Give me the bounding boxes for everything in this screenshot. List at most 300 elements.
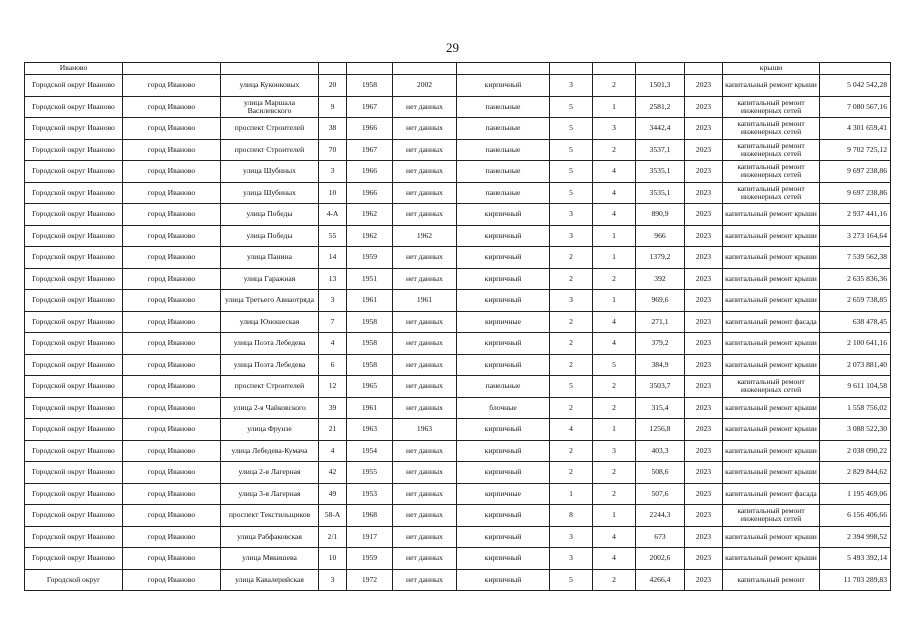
cell-area: 1256,8 xyxy=(636,419,685,441)
cell-entrances: 1 xyxy=(593,290,636,312)
cell-city: город Иваново xyxy=(123,526,221,548)
table-row xyxy=(25,419,891,441)
cell-house: 10 xyxy=(319,182,347,204)
cell-year: 2023 xyxy=(685,182,723,204)
cell-year: 2023 xyxy=(685,161,723,183)
cell-house: 6 xyxy=(319,354,347,376)
cell-street xyxy=(221,63,319,75)
cell-district: Городской округ Иваново xyxy=(25,440,123,462)
cell-year: 2023 xyxy=(685,483,723,505)
cell-house: 3 xyxy=(319,161,347,183)
table-row xyxy=(25,397,891,419)
cell-walls: панельные xyxy=(457,96,550,118)
cell-built: 1958 xyxy=(347,75,393,97)
cell-built: 1955 xyxy=(347,462,393,484)
cell-house: 38 xyxy=(319,118,347,140)
table-row xyxy=(25,376,891,398)
cell-city: город Иваново xyxy=(123,118,221,140)
cell-city: город Иваново xyxy=(123,505,221,527)
cell-district: Городской округ Иваново xyxy=(25,204,123,226)
cell-floors: 2 xyxy=(550,268,593,290)
cell-built: 1963 xyxy=(347,419,393,441)
cell-renovated: 2002 xyxy=(393,75,457,97)
cell-area: 3537,1 xyxy=(636,139,685,161)
cell-walls: панельные xyxy=(457,161,550,183)
cell-floors: 2 xyxy=(550,440,593,462)
table-row xyxy=(25,139,891,161)
cell-city: город Иваново xyxy=(123,161,221,183)
cell-walls: панельные xyxy=(457,118,550,140)
cell-year: 2023 xyxy=(685,311,723,333)
cell-renovated xyxy=(393,63,457,75)
cell-city: город Иваново xyxy=(123,182,221,204)
cell-city: город Иваново xyxy=(123,204,221,226)
cell-area: 2244,3 xyxy=(636,505,685,527)
cell-street: улица Юношеская xyxy=(221,311,319,333)
cell-entrances: 1 xyxy=(593,419,636,441)
cell-city: город Иваново xyxy=(123,462,221,484)
cell-renovated: нет данных xyxy=(393,569,457,591)
cell-street: улица Фрунзе xyxy=(221,419,319,441)
cell-cost: 9 611 104,58 xyxy=(820,376,891,398)
cell-work: капитальный ремонт крыши xyxy=(723,290,820,312)
cell-floors: 3 xyxy=(550,548,593,570)
cell-house: 7 xyxy=(319,311,347,333)
cell-area: 379,2 xyxy=(636,333,685,355)
cell-district: Городской округ Иваново xyxy=(25,376,123,398)
cell-district: Городской округ Иваново xyxy=(25,311,123,333)
cell-floors: 2 xyxy=(550,333,593,355)
cell-built: 1958 xyxy=(347,354,393,376)
cell-walls: кирпичный xyxy=(457,204,550,226)
cell-cost: 2 073 881,40 xyxy=(820,354,891,376)
cell-year: 2023 xyxy=(685,118,723,140)
cell-floors: 3 xyxy=(550,290,593,312)
cell-area xyxy=(636,63,685,75)
cell-renovated: нет данных xyxy=(393,139,457,161)
cell-cost: 4 301 659,41 xyxy=(820,118,891,140)
cell-floors: 2 xyxy=(550,247,593,269)
cell-year: 2023 xyxy=(685,397,723,419)
cell-work: капитальный ремонт инженерных сетей xyxy=(723,96,820,118)
cell-work: капитальный ремонт инженерных сетей xyxy=(723,161,820,183)
cell-cost: 2 829 844,62 xyxy=(820,462,891,484)
cell-city xyxy=(123,63,221,75)
cell-house: 4 xyxy=(319,333,347,355)
cell-entrances: 4 xyxy=(593,161,636,183)
cell-house: 2/1 xyxy=(319,526,347,548)
cell-house: 3 xyxy=(319,569,347,591)
cell-entrances: 1 xyxy=(593,225,636,247)
cell-street: проспект Строителей xyxy=(221,139,319,161)
cell-built: 1966 xyxy=(347,161,393,183)
cell-walls: кирпичный xyxy=(457,268,550,290)
cell-area: 315,4 xyxy=(636,397,685,419)
cell-work: капитальный ремонт крыши xyxy=(723,75,820,97)
cell-built: 1961 xyxy=(347,397,393,419)
cell-built: 1954 xyxy=(347,440,393,462)
cell-entrances: 4 xyxy=(593,526,636,548)
cell-street: улица Поэта Лебедева xyxy=(221,333,319,355)
cell-work: капитальный ремонт крыши xyxy=(723,268,820,290)
cell-street: улица Лебедева-Кумача xyxy=(221,440,319,462)
cell-year: 2023 xyxy=(685,505,723,527)
cell-walls: кирпичный xyxy=(457,548,550,570)
cell-walls xyxy=(457,63,550,75)
cell-walls: кирпичный xyxy=(457,225,550,247)
cell-area: 673 xyxy=(636,526,685,548)
cell-renovated: нет данных xyxy=(393,204,457,226)
cell-house: 49 xyxy=(319,483,347,505)
cell-house: 42 xyxy=(319,462,347,484)
cell-street: улица Третьего Авиаотряда xyxy=(221,290,319,312)
cell-walls: кирпичный xyxy=(457,440,550,462)
cell-city: город Иваново xyxy=(123,440,221,462)
cell-floors: 5 xyxy=(550,182,593,204)
cell-built: 1917 xyxy=(347,526,393,548)
cell-area: 2002,6 xyxy=(636,548,685,570)
table-row xyxy=(25,96,891,118)
cell-area: 4266,4 xyxy=(636,569,685,591)
cell-area: 1501,3 xyxy=(636,75,685,97)
cell-renovated: нет данных xyxy=(393,96,457,118)
cell-year: 2023 xyxy=(685,290,723,312)
cell-cost: 9 697 238,86 xyxy=(820,161,891,183)
cell-area: 403,3 xyxy=(636,440,685,462)
cell-renovated: нет данных xyxy=(393,462,457,484)
cell-year: 2023 xyxy=(685,462,723,484)
cell-district: Городской округ Иваново xyxy=(25,247,123,269)
cell-district: Городской округ Иваново xyxy=(25,354,123,376)
cell-work: капитальный ремонт крыши xyxy=(723,354,820,376)
cell-work: капитальный ремонт крыши xyxy=(723,225,820,247)
cell-year: 2023 xyxy=(685,548,723,570)
cell-walls: блочные xyxy=(457,397,550,419)
cell-renovated: нет данных xyxy=(393,505,457,527)
cell-floors: 5 xyxy=(550,161,593,183)
cell-house: 12 xyxy=(319,376,347,398)
cell-built: 1966 xyxy=(347,182,393,204)
cell-entrances: 4 xyxy=(593,333,636,355)
cell-built: 1958 xyxy=(347,311,393,333)
cell-renovated: нет данных xyxy=(393,268,457,290)
table-row xyxy=(25,182,891,204)
cell-district: Городской округ Иваново xyxy=(25,268,123,290)
cell-built: 1959 xyxy=(347,247,393,269)
cell-house: 20 xyxy=(319,75,347,97)
cell-built: 1951 xyxy=(347,268,393,290)
cell-floors: 2 xyxy=(550,311,593,333)
cell-street: проспект Строителей xyxy=(221,118,319,140)
cell-cost: 5 042 542,28 xyxy=(820,75,891,97)
cell-built: 1953 xyxy=(347,483,393,505)
cell-built: 1966 xyxy=(347,118,393,140)
cell-area: 969,6 xyxy=(636,290,685,312)
cell-district: Городской округ Иваново xyxy=(25,333,123,355)
cell-year: 2023 xyxy=(685,376,723,398)
cell-city: город Иваново xyxy=(123,96,221,118)
cell-street: улица 2-я Лагерная xyxy=(221,462,319,484)
cell-cost: 11 703 289,83 xyxy=(820,569,891,591)
cell-work: капитальный ремонт крыши xyxy=(723,247,820,269)
cell-city: город Иваново xyxy=(123,75,221,97)
cell-city: город Иваново xyxy=(123,483,221,505)
cell-year: 2023 xyxy=(685,333,723,355)
cell-district: Городской округ Иваново xyxy=(25,397,123,419)
cell-renovated: 1962 xyxy=(393,225,457,247)
cell-entrances: 1 xyxy=(593,247,636,269)
cell-cost: 9 702 725,12 xyxy=(820,139,891,161)
table-row xyxy=(25,569,891,591)
cell-district: Городской округ Иваново xyxy=(25,96,123,118)
cell-walls: кирпичный xyxy=(457,75,550,97)
cell-built: 1968 xyxy=(347,505,393,527)
cell-house: 14 xyxy=(319,247,347,269)
cell-walls: кирпичный xyxy=(457,354,550,376)
cell-city: город Иваново xyxy=(123,376,221,398)
cell-district: Городской округ Иваново xyxy=(25,290,123,312)
cell-work: капитальный ремонт фасада xyxy=(723,311,820,333)
cell-entrances: 2 xyxy=(593,376,636,398)
cell-district: Городской округ Иваново xyxy=(25,75,123,97)
cell-renovated: нет данных xyxy=(393,118,457,140)
cell-cost: 7 080 567,16 xyxy=(820,96,891,118)
cell-entrances: 2 xyxy=(593,483,636,505)
cell-city: город Иваново xyxy=(123,569,221,591)
cell-cost: 5 493 392,14 xyxy=(820,548,891,570)
cell-city: город Иваново xyxy=(123,333,221,355)
cell-entrances: 2 xyxy=(593,462,636,484)
cell-floors: 5 xyxy=(550,376,593,398)
cell-cost: 3 088 522,30 xyxy=(820,419,891,441)
cell-built: 1967 xyxy=(347,96,393,118)
cell-street: улица Панина xyxy=(221,247,319,269)
table-row-continuation xyxy=(25,63,891,75)
cell-year: 2023 xyxy=(685,526,723,548)
cell-house: 4-А xyxy=(319,204,347,226)
cell-floors: 5 xyxy=(550,139,593,161)
table-row xyxy=(25,483,891,505)
cell-area: 271,1 xyxy=(636,311,685,333)
cell-renovated: нет данных xyxy=(393,182,457,204)
table-row xyxy=(25,225,891,247)
cell-cost: 2 659 738,85 xyxy=(820,290,891,312)
cell-area: 1379,2 xyxy=(636,247,685,269)
table-row xyxy=(25,204,891,226)
cell-work: капитальный ремонт фасада xyxy=(723,483,820,505)
cell-walls: кирпичный xyxy=(457,247,550,269)
cell-work: капитальный ремонт инженерных сетей xyxy=(723,376,820,398)
cell-cost: 638 478,45 xyxy=(820,311,891,333)
cell-floors xyxy=(550,63,593,75)
cell-work: капитальный ремонт инженерных сетей xyxy=(723,182,820,204)
cell-year: 2023 xyxy=(685,440,723,462)
table-row xyxy=(25,462,891,484)
cell-district: Городской округ Иваново xyxy=(25,526,123,548)
cell-district: Городской округ Иваново xyxy=(25,419,123,441)
cell-city: город Иваново xyxy=(123,139,221,161)
cell-walls: кирпичный xyxy=(457,419,550,441)
cell-street: улица Гаражная xyxy=(221,268,319,290)
cell-built: 1959 xyxy=(347,548,393,570)
cell-street: улица Победы xyxy=(221,225,319,247)
cell-walls: кирпичный xyxy=(457,526,550,548)
cell-year xyxy=(685,63,723,75)
cell-cost: 2 100 641,16 xyxy=(820,333,891,355)
cell-renovated: 1961 xyxy=(393,290,457,312)
cell-work: капитальный ремонт крыши xyxy=(723,333,820,355)
cell-entrances: 2 xyxy=(593,397,636,419)
cell-walls: кирпичный xyxy=(457,462,550,484)
cell-house: 4 xyxy=(319,440,347,462)
cell-street: проспект Текстильщиков xyxy=(221,505,319,527)
cell-built: 1961 xyxy=(347,290,393,312)
cell-city: город Иваново xyxy=(123,247,221,269)
cell-entrances: 2 xyxy=(593,139,636,161)
cell-house: 39 xyxy=(319,397,347,419)
cell-house: 10 xyxy=(319,548,347,570)
cell-work: капитальный ремонт крыши xyxy=(723,440,820,462)
cell-renovated: нет данных xyxy=(393,311,457,333)
cell-city: город Иваново xyxy=(123,290,221,312)
cell-built: 1958 xyxy=(347,333,393,355)
cell-year: 2023 xyxy=(685,268,723,290)
cell-floors: 3 xyxy=(550,75,593,97)
registry-body xyxy=(25,63,891,591)
cell-area: 507,6 xyxy=(636,483,685,505)
cell-street: улица Маршала Василевского xyxy=(221,96,319,118)
cell-street: проспект Строителей xyxy=(221,376,319,398)
cell-year: 2023 xyxy=(685,75,723,97)
cell-work: капитальный ремонт крыши xyxy=(723,526,820,548)
cell-entrances xyxy=(593,63,636,75)
cell-renovated: 1963 xyxy=(393,419,457,441)
cell-entrances: 1 xyxy=(593,505,636,527)
table-row xyxy=(25,247,891,269)
cell-cost: 1 558 756,02 xyxy=(820,397,891,419)
cell-area: 966 xyxy=(636,225,685,247)
cell-entrances: 4 xyxy=(593,204,636,226)
cell-district: Городской округ xyxy=(25,569,123,591)
cell-area: 508,6 xyxy=(636,462,685,484)
cell-cost: 7 539 562,38 xyxy=(820,247,891,269)
cell-city: город Иваново xyxy=(123,397,221,419)
housing-registry-table xyxy=(24,62,891,591)
cell-district: Городской округ Иваново xyxy=(25,225,123,247)
cell-work: капитальный ремонт крыши xyxy=(723,548,820,570)
cell-built xyxy=(347,63,393,75)
cell-year: 2023 xyxy=(685,96,723,118)
table-row xyxy=(25,161,891,183)
cell-street: улица Кавалерийская xyxy=(221,569,319,591)
cell-floors: 8 xyxy=(550,505,593,527)
cell-work: капитальный ремонт крыши xyxy=(723,397,820,419)
cell-built: 1967 xyxy=(347,139,393,161)
table-row xyxy=(25,440,891,462)
cell-street: улица Рабфаковская xyxy=(221,526,319,548)
cell-walls: кирпичный xyxy=(457,333,550,355)
cell-entrances: 4 xyxy=(593,311,636,333)
cell-house: 55 xyxy=(319,225,347,247)
cell-work: капитальный ремонт инженерных сетей xyxy=(723,139,820,161)
cell-entrances: 3 xyxy=(593,118,636,140)
cell-house: 58-А xyxy=(319,505,347,527)
cell-cost: 3 273 164,64 xyxy=(820,225,891,247)
table-row xyxy=(25,75,891,97)
cell-area: 890,9 xyxy=(636,204,685,226)
cell-floors: 3 xyxy=(550,204,593,226)
cell-year: 2023 xyxy=(685,204,723,226)
cell-year: 2023 xyxy=(685,225,723,247)
cell-cost: 2 394 998,52 xyxy=(820,526,891,548)
cell-walls: кирпичные xyxy=(457,483,550,505)
table-row xyxy=(25,354,891,376)
cell-entrances: 4 xyxy=(593,548,636,570)
cell-work: капитальный ремонт инженерных сетей xyxy=(723,505,820,527)
cell-cost: 9 697 238,86 xyxy=(820,182,891,204)
cell-city: город Иваново xyxy=(123,311,221,333)
cell-floors: 5 xyxy=(550,118,593,140)
cell-city: город Иваново xyxy=(123,419,221,441)
cell-entrances: 1 xyxy=(593,96,636,118)
cell-floors: 1 xyxy=(550,483,593,505)
cell-built: 1962 xyxy=(347,204,393,226)
cell-district: Городской округ Иваново xyxy=(25,118,123,140)
cell-renovated: нет данных xyxy=(393,161,457,183)
cell-walls: панельные xyxy=(457,376,550,398)
cell-area: 3503,7 xyxy=(636,376,685,398)
cell-walls: кирпичный xyxy=(457,505,550,527)
cell-street: улица Куконковых xyxy=(221,75,319,97)
cell-street: улица Шубиных xyxy=(221,161,319,183)
cell-walls: кирпичные xyxy=(457,311,550,333)
cell-walls: панельные xyxy=(457,182,550,204)
cell-year: 2023 xyxy=(685,569,723,591)
cell-street: улица Поэта Лебедева xyxy=(221,354,319,376)
cell-renovated: нет данных xyxy=(393,247,457,269)
cell-entrances: 2 xyxy=(593,569,636,591)
cell-renovated: нет данных xyxy=(393,376,457,398)
cell-cost: 2 038 090,22 xyxy=(820,440,891,462)
cell-renovated: нет данных xyxy=(393,333,457,355)
cell-work: капитальный ремонт крыши xyxy=(723,419,820,441)
cell-area: 3535,1 xyxy=(636,182,685,204)
cell-street: улица 3-я Лагерная xyxy=(221,483,319,505)
cell-floors: 2 xyxy=(550,397,593,419)
cell-street: улица Победы xyxy=(221,204,319,226)
cell-year: 2023 xyxy=(685,247,723,269)
cell-floors: 5 xyxy=(550,96,593,118)
cell-house: 3 xyxy=(319,290,347,312)
cell-district: Городской округ Иваново xyxy=(25,505,123,527)
cell-house xyxy=(319,63,347,75)
cell-house: 70 xyxy=(319,139,347,161)
cell-area: 392 xyxy=(636,268,685,290)
cell-built: 1962 xyxy=(347,225,393,247)
cell-city: город Иваново xyxy=(123,354,221,376)
table-row xyxy=(25,268,891,290)
cell-district: Городской округ Иваново xyxy=(25,483,123,505)
cell-walls: кирпичный xyxy=(457,569,550,591)
cell-year: 2023 xyxy=(685,354,723,376)
cell-district: Иваново xyxy=(25,63,123,75)
cell-renovated: нет данных xyxy=(393,440,457,462)
cell-area: 2581,2 xyxy=(636,96,685,118)
cell-year: 2023 xyxy=(685,139,723,161)
cell-house: 21 xyxy=(319,419,347,441)
cell-area: 384,9 xyxy=(636,354,685,376)
cell-walls: панельные xyxy=(457,139,550,161)
